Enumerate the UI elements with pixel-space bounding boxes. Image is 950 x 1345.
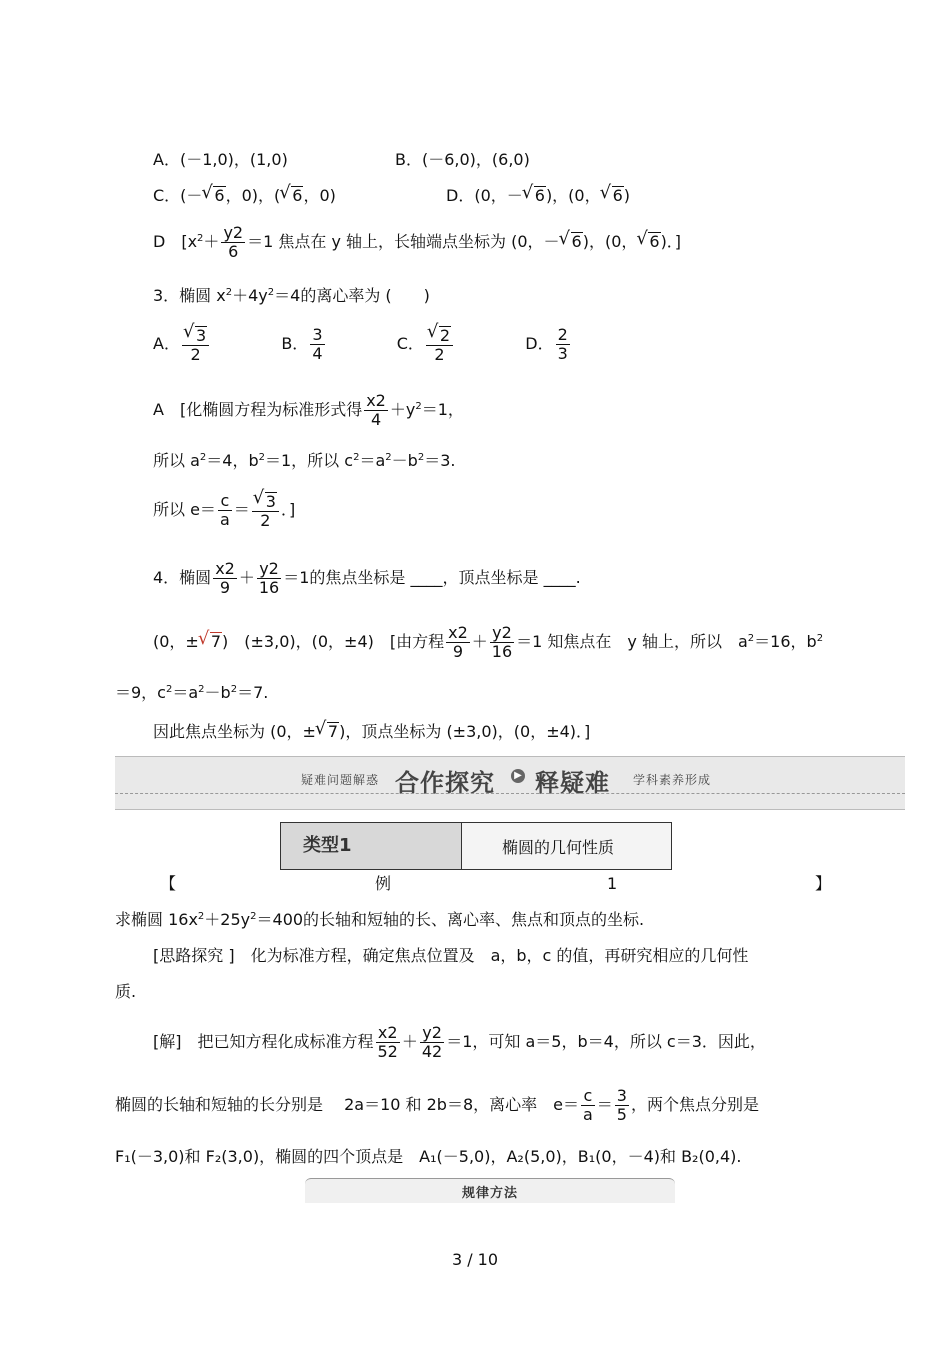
example-left-bracket: 【 xyxy=(160,874,177,893)
q4-stem: 4．椭圆 $\frac{x2}{9}$ ＋ $\frac{y2}{16}$ ＝1的焦点坐标是 ____，顶点坐标是 ____. xyxy=(153,559,581,597)
q3-option-d: D． $\frac{2}{3}$ xyxy=(525,325,568,363)
type-label: 类型1 xyxy=(303,835,352,856)
method-title: 规律方法 xyxy=(461,1186,518,1201)
q4-answer-line1: (0，±√ 7) (±3,0)，(0，±4) [由方程 $\frac{x2}{9}$ ＋ $\frac{y2}{16}$ ＝1 知焦点在 y 轴上，所以 $a^2=16$，$b^2$ xyxy=(153,622,823,662)
solution-line2: 椭圆的长轴和短轴的长分别是 2a＝10 和 2b＝8，离心率 e＝ $\frac{c}{a}$ ＝ $\frac{3}{5}$ ，两个焦点分别是 xyxy=(115,1086,759,1124)
example-word: 例 xyxy=(375,874,392,893)
q2-option-d: D．(0，－√ 6)，(0，√ 6) xyxy=(446,186,630,206)
banner-small-left: 疑难问题解惑 xyxy=(301,773,380,787)
example-right-bracket: 】 xyxy=(815,874,832,893)
q4-answer-line3: 因此焦点坐标为 (0，±√ 7)，顶点坐标为 (±3,0)，(0，±4)．] xyxy=(153,722,590,742)
q4-answer-line2: ＝9，$c^2=a^2-b^2=7$. xyxy=(115,683,269,702)
q2-option-a: A．(－1,0)，(1,0) xyxy=(153,150,288,169)
example-stem: 求椭圆 $16x^2+25y^2=400$的长轴和短轴的长、离心率、焦点和顶点的坐标. xyxy=(115,910,645,929)
q3-option-b: B． $\frac{3}{4}$ xyxy=(281,325,323,363)
idea-line2: 质. xyxy=(115,982,137,1001)
banner-small-right: 学科素养形成 xyxy=(633,773,712,787)
idea-line1: [思路探究 ] 化为标准方程，确定焦点位置及 a，b，c 的值，再研究相应的几何性 xyxy=(153,946,749,965)
q2-option-b: B．(－6,0)，(6,0) xyxy=(395,150,530,169)
banner-divider xyxy=(115,793,905,794)
banner-title-left: 合作探究 xyxy=(395,769,495,797)
q2-option-c: C．(－√ 6，0)，(√ 6，0) xyxy=(153,186,336,206)
type-box xyxy=(280,822,672,870)
q3-option-a: A． √ $\frac{3}{2}$ xyxy=(153,334,211,353)
solution-line3: F₁(－3,0)和 F₂(3,0)，椭圆的四个顶点是 A₁(－5,0)，A₂(5,0)，B₁(0，－4)和 B₂(0,4). xyxy=(115,1147,742,1166)
type-label-cell xyxy=(281,823,462,869)
q3-answer-line3: 所以 e＝ $\frac{c}{a}$ ＝ √ $\frac{3}{2}$ ．] xyxy=(153,488,295,532)
page-number: 3 / 10 xyxy=(451,1250,499,1269)
q3-answer-line2: 所以 $a^2=4$，$b^2=1$，所以 $c^2=a^2-b^2=3$. xyxy=(153,451,456,470)
type-title: 椭圆的几何性质 xyxy=(502,838,615,857)
solution-line1: [解] 把已知方程化成标准方程 $\frac{x2}{52}$ ＋ $\frac{y2}{42}$ ＝1，可知 a＝5，b＝4，所以 c＝3．因此， xyxy=(153,1023,766,1061)
q3-options xyxy=(153,322,572,366)
example-number: 1 xyxy=(607,874,618,893)
q3-answer-line1: A [化椭圆方程为标准形式得 $\frac{x2}{4}$ $+y^2=1$， xyxy=(153,391,464,429)
q3-option-c: C． √ $\frac{2}{2}$ xyxy=(397,334,455,353)
banner-title-right: 释疑难 xyxy=(535,769,610,797)
type-title-cell xyxy=(462,823,671,869)
method-header xyxy=(305,1178,675,1203)
section-banner xyxy=(115,756,905,810)
q3-stem: 3．椭圆 $x^2+4y^2=4$的离心率为 ( ) xyxy=(153,286,430,305)
arrow-icon: ▶ xyxy=(511,769,525,783)
q2-answer: D [$x^2+$ $\frac{y2}{6}$ ＝1 焦点在 y 轴上，长轴端点坐标为 (0，－√ 6)，(0，√ 6)．] xyxy=(153,222,681,262)
